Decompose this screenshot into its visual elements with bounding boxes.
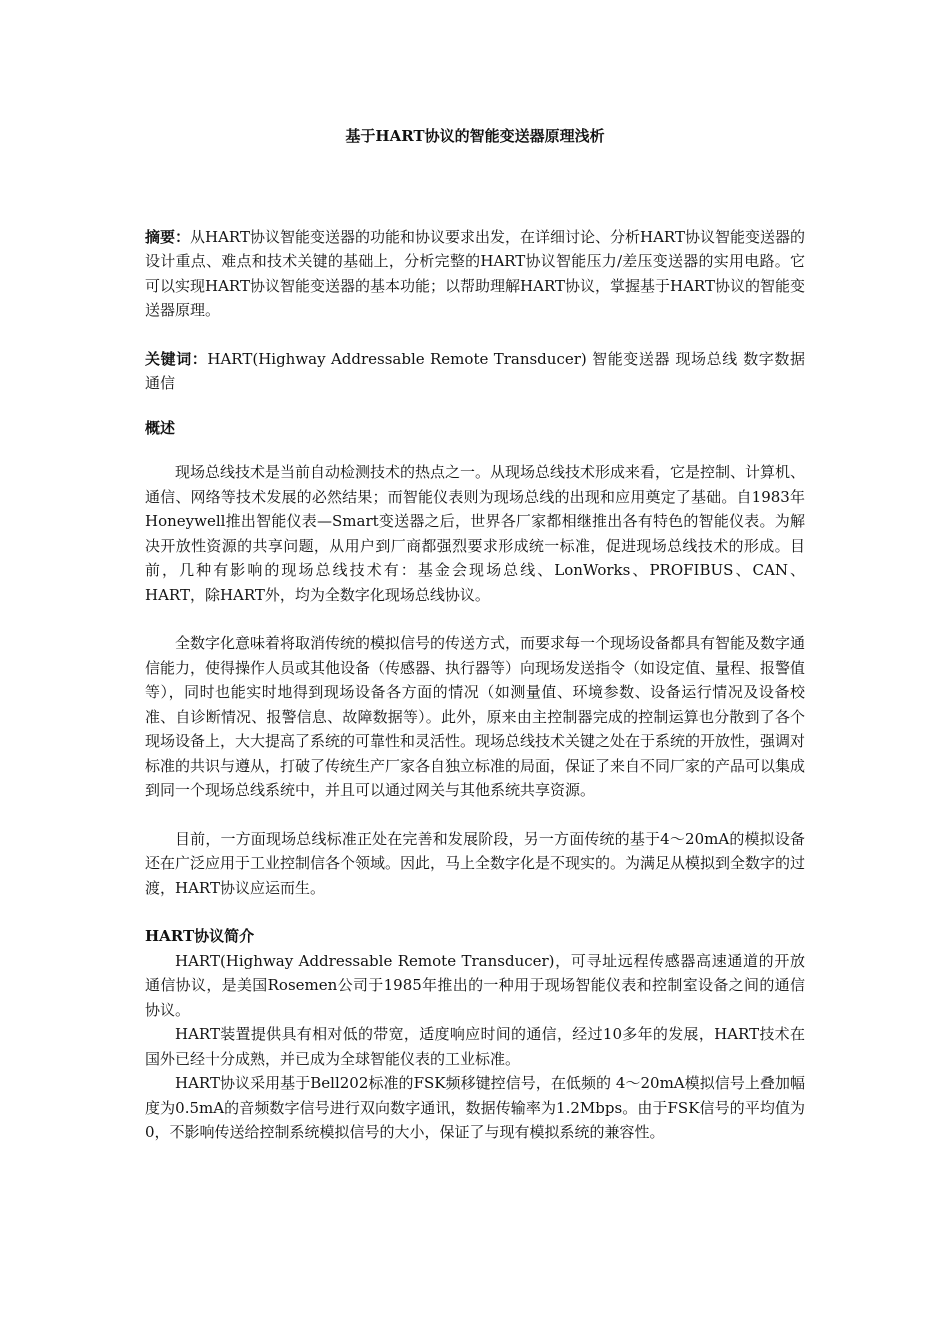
overview-paragraph-3: 目前，一方面现场总线标准正处在完善和发展阶段，另一方面传统的基于4～20mA的模拟设备还在广泛应用于工业控制信各个领域。因此，马上全数字化是不现实的。为满足从模拟到全数字的过渡，HART协议应运而生。 bbox=[145, 829, 806, 897]
abstract-text: 从HART协议智能变送器的功能和协议要求出发，在详细讨论、分析HART协议智能变送器的设计重点、难点和技术关键的基础上，分析完整的HART协议智能压力/差压变送器的实用电路。它可以实现HART协议智能变送器的基本功能；以帮助理解HART协议，掌握基于HART协议的智能变送器原理。 bbox=[145, 227, 805, 319]
keywords-label: 关键词： bbox=[145, 349, 208, 368]
hart-intro-heading: HART协议简介 bbox=[145, 927, 255, 945]
keywords-text: HART(Highway Addressable Remote Transducer) 智能变送器 现场总线 数字数据通信 bbox=[145, 349, 805, 392]
overview-paragraph-2: 全数字化意味着将取消传统的模拟信号的传送方式，而要求每一个现场设备都具有智能及数字通信能力，使得操作人员或其他设备（传感器、执行器等）向现场发送指令（如设定值、量程、报警值等），同时也能实时地得到现场设备各方面的情况（如测量值、环境参数、设备运行情况及设备校准、自诊断情况、报警信息、故障数据等）。此外，原来由主控制器完成的控制运算也分散到了各个现场设备上，大大提高了系统的可靠性和灵活性。现场总线技术关键之处在于系统的开放性，强调对标准的共识与遵从，打破了传统生产厂家各自独立标准的局面，保证了来自不同厂家的产品可以集成到同一个现场总线系统中，并且可以通过网关与其他系统共享资源。 bbox=[145, 634, 806, 799]
keywords-paragraph bbox=[145, 347, 805, 396]
hart-intro-paragraph-3: HART协议采用基于Bell202标准的FSK频移键控信号，在低频的 4～20mA模拟信号上叠加幅度为0.5mA的音频数字信号进行双向数字通讯，数据传输率为1.2Mbps。由于FSK信号的平均值为0，不影响传送给控制系统模拟信号的大小，保证了与现有模拟系统的兼容性。 bbox=[145, 1074, 805, 1141]
abstract-label: 摘要： bbox=[145, 227, 191, 246]
overview-heading: 概述 bbox=[145, 418, 176, 437]
document-body bbox=[145, 124, 805, 1145]
hart-intro-paragraph-2: HART装置提供具有相对低的带宽，适度响应时间的通信，经过10多年的发展，HART技术在国外已经十分成熟，并已成为全球智能仪表的工业标准。 bbox=[145, 1025, 805, 1068]
hart-intro-paragraph-1: HART(Highway Addressable Remote Transducer)，可寻址远程传感器高速通道的开放通信协议，是美国Rosemen公司于1985年推出的一种用于现场智能仪表和控制室设备之间的通信协议。 bbox=[145, 951, 805, 1019]
overview-paragraph-1: 现场总线技术是当前自动检测技术的热点之一。从现场总线技术形成来看，它是控制、计算机、通信、网络等技术发展的必然结果；而智能仪表则为现场总线的出现和应用奠定了基础。自1983年Honeywell推出智能仪表—Smart变送器之后，世界各厂家都相继推出各有特色的智能仪表。为解决开放性资源的共享问题，从用户到厂商都强烈要求形成统一标准，促进现场总线技术的形成。目前，几种有影响的现场总线技术有：基金会现场总线、LonWorks、PROFIBUS、CAN、HART，除HART外，均为全数字化现场总线协议。 bbox=[145, 463, 806, 604]
document-title: 基于HART协议的智能变送器原理浅析 bbox=[345, 127, 605, 145]
abstract-paragraph bbox=[145, 225, 805, 323]
